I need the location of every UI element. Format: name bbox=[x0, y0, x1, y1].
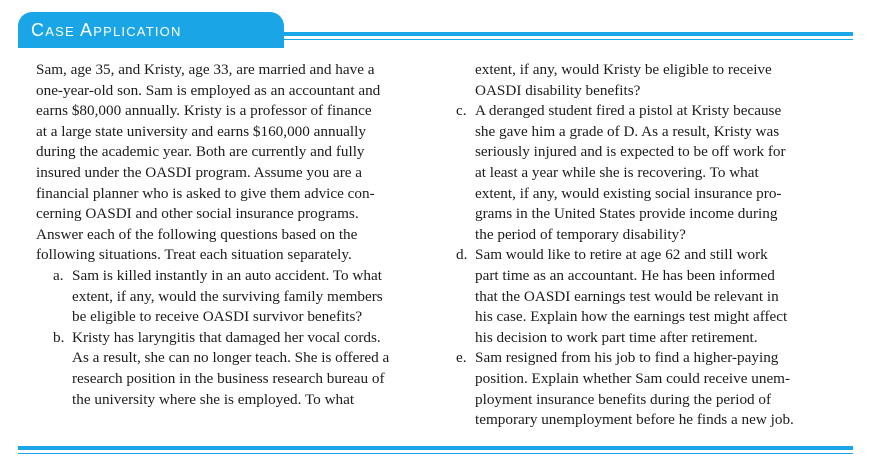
intro-paragraph bbox=[36, 60, 418, 266]
question-line: Sam would like to retire at age 62 and still work bbox=[475, 246, 768, 264]
question-label: b. bbox=[53, 328, 65, 346]
question-line: Sam is killed instantly in an auto accident. To what bbox=[72, 266, 382, 284]
question-line: As a result, she can no longer teach. She is offered a bbox=[72, 349, 390, 367]
intro-line: financial planner who is asked to give them advice con- bbox=[36, 184, 375, 202]
question-label: a. bbox=[53, 266, 64, 284]
header-rule-thin bbox=[284, 39, 853, 40]
question-label: d. bbox=[456, 246, 468, 264]
right-column bbox=[456, 60, 846, 438]
question-line: be eligible to receive OASDI survivor benefits? bbox=[72, 308, 363, 326]
question-text bbox=[475, 101, 846, 245]
question-line: grams in the United States provide income during bbox=[475, 205, 778, 223]
question-line: seriously injured and is expected to be off work for bbox=[475, 143, 786, 161]
question-d bbox=[456, 245, 846, 348]
intro-line: earns $80,000 annually. Kristy is a professor of finance bbox=[36, 102, 372, 120]
question-line: research position in the business research bureau of bbox=[72, 369, 385, 387]
intro-line: Answer each of the following questions based on the bbox=[36, 225, 358, 243]
question-line: his case. Explain how the earnings test might affect bbox=[475, 308, 788, 326]
question-line: Sam resigned from his job to find a higher-paying bbox=[475, 349, 779, 367]
question-line: part time as an accountant. He has been informed bbox=[475, 266, 775, 284]
question-text bbox=[72, 328, 418, 410]
question-text bbox=[72, 266, 418, 328]
intro-line: one-year-old son. Sam is employed as an accountant and bbox=[36, 81, 381, 99]
question-text bbox=[475, 348, 846, 430]
question-line: extent, if any, would Kristy be eligible to receive bbox=[475, 61, 772, 78]
section-title: Case Application bbox=[31, 19, 182, 40]
intro-line: at a large state university and earns $160,000 annually bbox=[36, 122, 366, 140]
intro-line: during the academic year. Both are currently and fully bbox=[36, 143, 365, 161]
question-line: that the OASDI earnings test would be relevant in bbox=[475, 287, 779, 305]
question-line: A deranged student fired a pistol at Kristy because bbox=[475, 102, 782, 120]
question-line: extent, if any, would the surviving family members bbox=[72, 287, 383, 305]
intro-line: following situations. Treat each situation separately. bbox=[36, 246, 352, 264]
header-rule-thick bbox=[284, 32, 853, 36]
question-label: c. bbox=[456, 102, 467, 120]
intro-line: Sam, age 35, and Kristy, age 33, are married and have a bbox=[36, 61, 375, 78]
footer-rule-thin bbox=[18, 453, 853, 454]
case-application-header bbox=[18, 12, 853, 48]
question-c bbox=[456, 101, 846, 245]
intro-line: cerning OASDI and other social insurance programs. bbox=[36, 205, 359, 223]
question-line: temporary unemployment before he finds a new job. bbox=[475, 411, 794, 429]
intro-line: insured under the OASDI program. Assume you are a bbox=[36, 163, 363, 181]
question-line: the period of temporary disability? bbox=[475, 225, 686, 243]
left-column bbox=[36, 60, 418, 438]
question-b-continued bbox=[456, 60, 846, 101]
question-b bbox=[36, 328, 418, 410]
question-line: at least a year while she is recovering. To what bbox=[475, 163, 759, 181]
case-content bbox=[36, 60, 846, 438]
header-tab bbox=[18, 12, 284, 48]
question-line: his decision to work part time after retirement. bbox=[475, 328, 758, 346]
question-line: position. Explain whether Sam could receive unem- bbox=[475, 369, 791, 387]
question-line: Kristy has laryngitis that damaged her vocal cords. bbox=[72, 328, 381, 346]
question-line: OASDI disability benefits? bbox=[475, 81, 641, 99]
footer-rule-thick bbox=[18, 446, 853, 450]
question-text bbox=[475, 245, 846, 348]
question-line: extent, if any, would existing social insurance pro- bbox=[475, 184, 782, 202]
question-line: the university where she is employed. To what bbox=[72, 390, 355, 408]
question-label: e. bbox=[456, 349, 467, 367]
question-line: ployment insurance benefits during the period of bbox=[475, 390, 772, 408]
question-a bbox=[36, 266, 418, 328]
question-e bbox=[456, 348, 846, 430]
question-line: she gave him a grade of D. As a result, Kristy was bbox=[475, 122, 780, 140]
